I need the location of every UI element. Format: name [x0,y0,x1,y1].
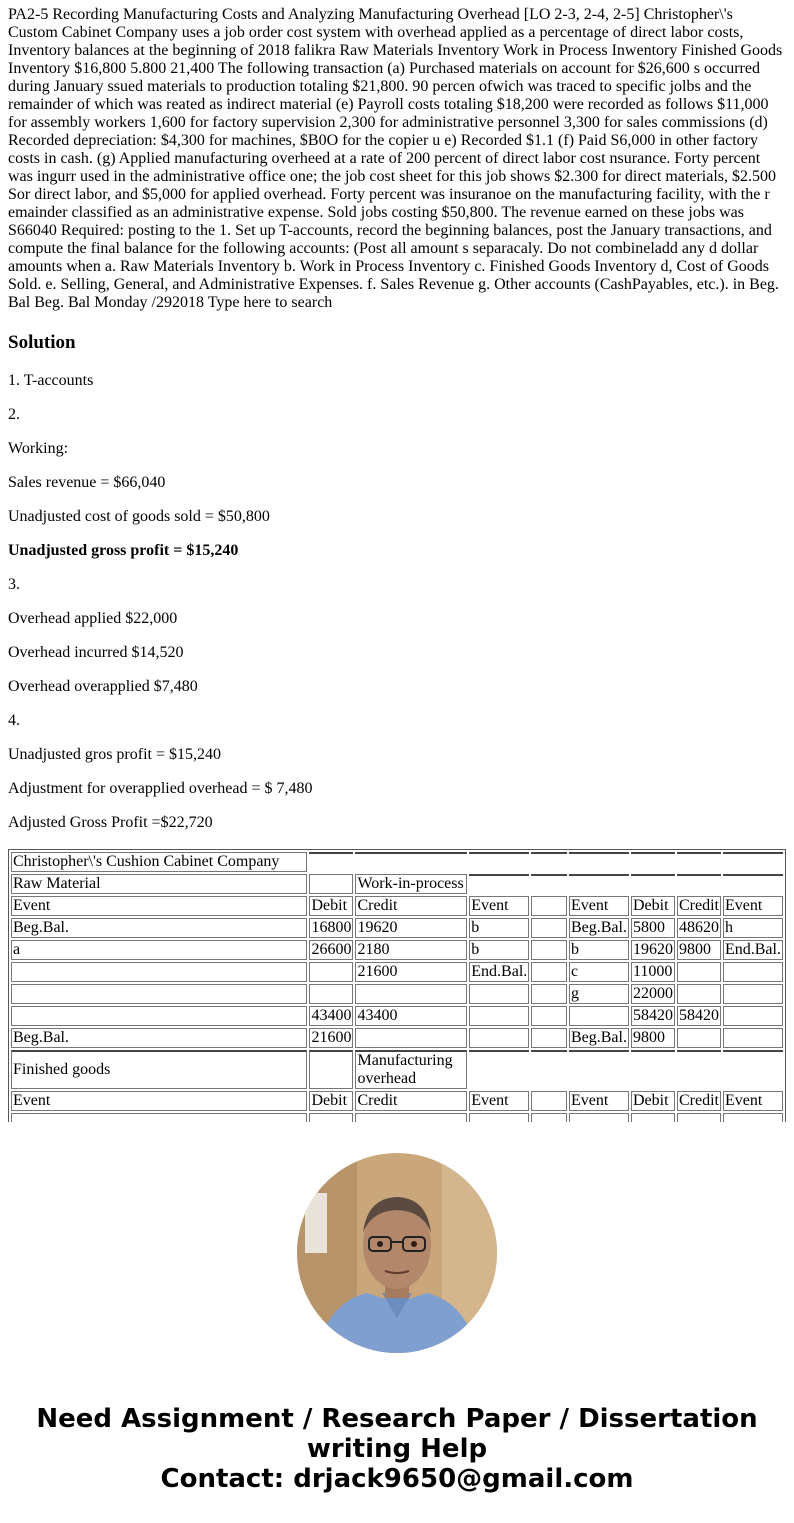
table-cell: End.Bal. [471,963,528,980]
table-cell: a [11,940,307,960]
account-title-manufacturing-overhead: Manufacturing overhead [355,1050,467,1089]
table-cell: b [469,918,529,938]
solution-line: Adjusted Gross Profit =$22,720 [8,814,213,831]
table-cell [355,984,467,1004]
table-cell [677,984,721,1004]
header-cell: Event [469,1091,529,1111]
header-cell: Debit [309,1091,353,1111]
table-cell [469,1028,529,1048]
table-cell [723,1006,783,1026]
header-cell: Event [469,896,529,916]
header-cell [531,896,567,916]
solution-line: Unadjusted gros profit = $15,240 [8,746,221,763]
header-cell: Credit [678,1092,719,1109]
table-cell: 43400 [355,1006,467,1026]
table-cell: b [569,940,629,960]
table-cell: b [469,940,529,960]
header-cell: Debit [309,896,353,916]
table-cell [569,1006,629,1026]
account-title-raw-material: Raw Material [11,874,307,894]
solution-heading: Solution [8,332,76,353]
promo-banner [0,1404,794,1494]
table-cell: 58420 [678,1007,719,1024]
table-row [11,918,783,938]
table-header-row [11,896,783,916]
table-cell: h [723,918,783,938]
table-cell: 21600 [355,962,467,982]
solution-body [8,372,786,832]
table-cell: 48620 [678,919,719,936]
table-cell: 26600 [311,941,352,958]
table-cell: c [569,962,629,982]
table-cell [723,962,783,982]
header-cell: Debit [631,1091,675,1111]
promo-line: writing Help [306,1434,488,1464]
table-cell [469,984,529,1004]
header-cell: Debit [631,896,675,916]
solution-line: Sales revenue = $66,040 [8,474,166,491]
company-cell: Christopher\'s Cushion Cabinet Company [11,852,307,872]
account-title-wip: Work-in-process [355,874,467,894]
table-cell: Beg.Bal. [570,1029,627,1046]
table-row [11,1050,783,1089]
promo-contact: Contact: drjack9650@gmail.com [160,1464,634,1494]
solution-line: 3. [8,576,20,593]
table-cell [309,962,353,982]
table-cell: 19620 [355,918,467,938]
table-cell: 5800 [631,918,675,938]
table-cell: 9800 [677,940,721,960]
table-cell [531,962,567,982]
table-cell [531,1028,567,1048]
header-cell: Credit [355,1091,467,1111]
table-row [11,874,783,894]
table-row [11,1113,783,1122]
table-cell: 58420 [632,1007,673,1024]
table-cell: g [569,984,629,1004]
table-cell [531,918,567,938]
header-cell: Event [569,896,629,916]
question-text: PA2-5 Recording Manufacturing Costs and Analyzing Manufacturing Overhead [LO 2-3, 2-4, 2-5] Christopher\'s Custom Cabinet Company uses a job order cost system with overhead applied as a percentage of direct labor costs, Inventory balances at the beginning of 2018 falikra Raw Materials Inventory Work in Process Inwentory Finished Goods Inventory $16,800 5.800 21,400 The following transaction (a) Purchased materials on account for $26,600 s occurred during January ssued materials to production totaling $21,800. 90 percen ofwich was traced to specific jolbs and the remainder of which was reated as indirect material (e) Payroll costs totaling $18,200 were recorded as follows $11,000 for assembly workers 1,600 for factory supervision 2,300 for administrative personnel 3,300 for sales commissions (d) Recorded depreciation: $4,300 for machines, $B0O for the copier u e) Recorded $1.1 (f) Paid S6,000 in other factory costs in cash. (g) Applied manufacturing overheed at a rate of 200 percent of direct labor cost nsurance. Forty percent was ingurr used in the administrative office one; the job cost sheet for this job shows $2.300 for direct materials, $2.500 Sor direct labor, and $5,000 for applied overhead. Forty percent was insuranoe on the manufacturing facility, with the r emainder classified as an administrative expense. Sold jobs costing $50,800. The revenue earned on these jobs was S66040 Required: posting to the 1. Set up T-accounts, record the beginning balances, post the January transactions, and compute the final balance for the following accounts: (Post all amount s separacaly. Do not combineladd any d dollar amounts when a. Raw Materials Inventory b. Work in Process Inventory c. Finished Goods Inventory d, Cost of Goods Sold. e. Selling, General, and Administrative Expenses. f. Sales Revenue g. Other accounts (CashPayables, etc.). in Beg. Bal Beg. Bal Monday /292018 Type here to search [8,6,783,311]
table-row [11,962,783,982]
solution-line-bold: Unadjusted gross profit = $15,240 [8,542,239,559]
solution-line: Working: [8,440,69,457]
table-cell [469,1006,529,1026]
table-cell [355,1028,467,1048]
solution-line: 4. [8,712,20,729]
table-cell [677,1028,721,1048]
header-cell: Credit [678,897,719,914]
table-cell [677,962,721,982]
t-accounts-table-viewport[interactable] [8,849,786,1122]
table-cell: 11000 [631,962,675,982]
table-cell [11,984,307,1004]
table-cell [531,984,567,1004]
table-cell [11,1006,307,1026]
solution-line: Adjustment for overapplied overhead = $ 7,480 [8,780,313,797]
table-cell: 19620 [632,941,673,958]
table-cell: Beg.Bal. [570,919,627,936]
table-cell [531,1006,567,1026]
promo-line: Need Assignment / Research Paper / Dissertation [36,1404,758,1434]
header-cell: Event [11,896,307,916]
header-cell: Event [723,896,783,916]
author-photo-icon [297,1153,497,1353]
table-cell: 21600 [311,1029,352,1046]
table-row [11,1028,783,1048]
table-cell [723,1028,783,1048]
table-cell: 43400 [311,1007,352,1024]
table-header-row [11,1091,783,1111]
t-accounts-table [8,849,786,1122]
table-cell: End.Bal. [723,940,783,960]
table-cell: Beg.Bal. [11,1028,307,1048]
solution-line: 1. T-accounts [8,372,94,389]
table-cell: 22000 [632,985,673,1002]
solution-line: Overhead overapplied $7,480 [8,678,198,695]
header-cell: Event [723,1091,783,1111]
table-cell [11,962,307,982]
table-cell: Beg.Bal. [11,918,307,938]
table-row [11,940,783,960]
table-row [11,852,783,872]
table-cell [723,984,783,1004]
header-cell: Event [11,1091,307,1111]
header-cell [531,1091,567,1111]
account-title-finished-goods: Finished goods [11,1050,307,1089]
solution-line: 2. [8,406,20,423]
header-cell: Event [569,1091,629,1111]
table-cell: 2180 [355,940,467,960]
solution-line: Overhead incurred $14,520 [8,644,184,661]
header-cell: Credit [355,896,467,916]
table-cell: 9800 [631,1028,675,1048]
table-cell [309,984,353,1004]
solution-line: Overhead applied $22,000 [8,610,178,627]
table-cell: 16800 [311,919,352,936]
table-cell [531,940,567,960]
table-row [11,984,783,1004]
author-avatar [297,1153,497,1353]
table-row [11,1006,783,1026]
solution-line: Unadjusted cost of goods sold = $50,800 [8,508,270,525]
